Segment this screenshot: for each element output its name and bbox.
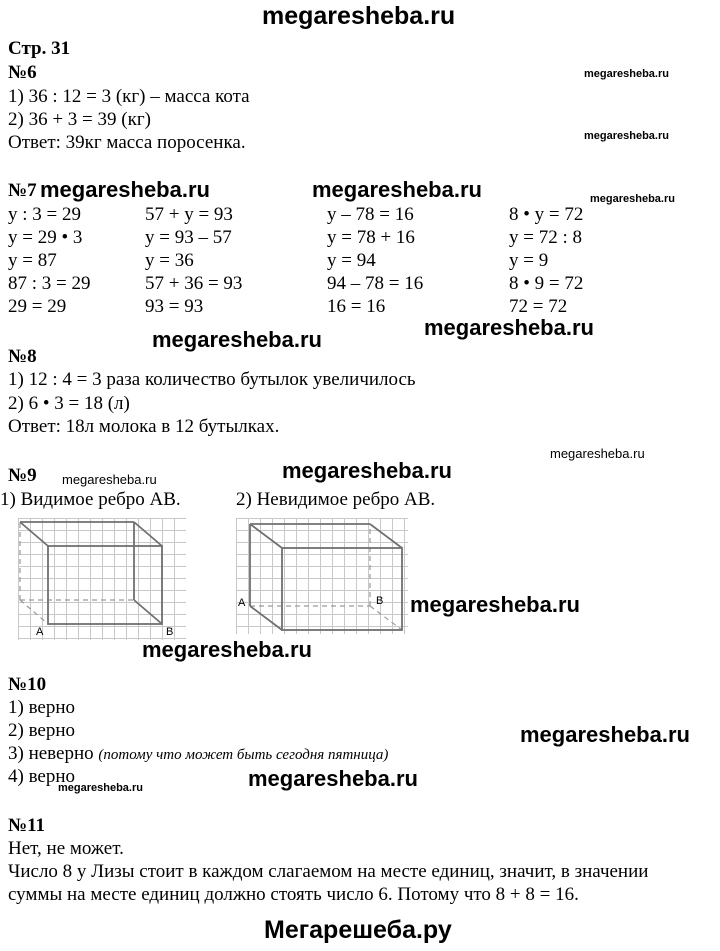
watermark-big: megaresheba.ru xyxy=(410,592,580,617)
task10-item4: 4) верно xyxy=(8,766,76,787)
site-header: megaresheba.ru xyxy=(262,2,456,30)
fig1-label-b: B xyxy=(166,626,174,638)
task7-col2-row1: 57 + у = 93 xyxy=(145,204,233,225)
task9-figure2 xyxy=(236,518,408,634)
task8-line2: 2) 6 • 3 = 18 (л) xyxy=(8,393,130,414)
task7-col4-row1: 8 • у = 72 xyxy=(509,204,584,225)
task9-item1: 1) Видимое ребро АВ. xyxy=(0,489,181,510)
task6-line1: 1) 36 : 12 = 3 (кг) – масса кота xyxy=(8,86,250,107)
task7-col2-row2: у = 93 – 57 xyxy=(145,227,232,248)
watermark-plain: megaresheba.ru xyxy=(62,472,157,487)
task11-title: №11 xyxy=(8,815,46,836)
watermark-big: megaresheba.ru xyxy=(248,766,418,791)
task10-item1: 1) верно xyxy=(8,697,76,718)
task7-col2-row5: 93 = 93 xyxy=(145,296,204,317)
watermark-small: megaresheba.ru xyxy=(584,130,669,142)
task7-col4-row2: у = 72 : 8 xyxy=(509,227,582,248)
task11-line1: Нет, не может. xyxy=(8,838,124,859)
task10-item3-note: (потому что может быть сегодня пятница) xyxy=(98,747,389,763)
task10-item2: 2) верно xyxy=(8,720,76,741)
task9-item2: 2) Невидимое ребро АВ. xyxy=(236,489,436,510)
watermark-big: megaresheba.ru xyxy=(152,327,322,352)
watermark-big: megaresheba.ru xyxy=(520,722,690,747)
watermark-small: megaresheba.ru xyxy=(584,68,669,80)
task10-item3-text: 3) неверно xyxy=(8,743,94,764)
task6-line2: 2) 36 + 3 = 39 (кг) xyxy=(8,109,151,130)
task7-col4-row4: 8 • 9 = 72 xyxy=(509,273,584,294)
watermark-small: megaresheba.ru xyxy=(58,782,143,794)
watermark-big: megaresheba.ru xyxy=(40,177,210,202)
task7-title: №7 xyxy=(8,180,37,201)
task7-col1-row3: у = 87 xyxy=(8,250,57,271)
task9-title: №9 xyxy=(8,465,37,486)
task10-title: №10 xyxy=(8,674,47,695)
task7-col1-row4: 87 : 3 = 29 xyxy=(8,273,91,294)
fig2-label-b: B xyxy=(376,595,384,607)
task7-col3-row3: у = 94 xyxy=(327,250,376,271)
watermark-big: megaresheba.ru xyxy=(424,315,594,340)
task7-col1-row2: у = 29 • 3 xyxy=(8,227,83,248)
page-reference: Стр. 31 xyxy=(8,38,71,59)
task11-line2: Число 8 у Лизы стоит в каждом слагаемом на месте единиц, значит, в значении xyxy=(8,861,649,882)
task8-title: №8 xyxy=(8,346,37,367)
watermark-plain: megaresheba.ru xyxy=(550,446,645,461)
watermark-small: megaresheba.ru xyxy=(590,193,675,205)
task9-figure1 xyxy=(18,518,186,640)
site-footer: Мегарешеба.ру xyxy=(264,916,452,944)
task8-answer: Ответ: 18л молока в 12 бутылках. xyxy=(8,416,280,437)
task7-col4-row3: у = 9 xyxy=(509,250,549,271)
task7-col3-row1: у – 78 = 16 xyxy=(327,204,414,225)
fig2-label-a: A xyxy=(238,597,246,609)
task7-col3-row4: 94 – 78 = 16 xyxy=(327,273,424,294)
task7-col1-row1: у : 3 = 29 xyxy=(8,204,81,225)
task11-line3: суммы на месте единиц должно стоять число 6. Потому что 8 + 8 = 16. xyxy=(8,884,579,905)
task7-col2-row4: 57 + 36 = 93 xyxy=(145,273,243,294)
task7-col1-row5: 29 = 29 xyxy=(8,296,67,317)
task7-col2-row3: у = 36 xyxy=(145,250,194,271)
task10-item3 xyxy=(8,743,388,766)
task7-col4-row5: 72 = 72 xyxy=(509,296,568,317)
watermark-big: megaresheba.ru xyxy=(282,458,452,483)
fig1-label-a: A xyxy=(36,626,44,638)
task8-line1: 1) 12 : 4 = 3 раза количество бутылок увеличилось xyxy=(8,369,416,390)
watermark-big: megaresheba.ru xyxy=(312,177,482,202)
task7-col3-row2: у = 78 + 16 xyxy=(327,227,415,248)
task6-answer: Ответ: 39кг масса поросенка. xyxy=(8,132,246,153)
task7-col3-row5: 16 = 16 xyxy=(327,296,386,317)
watermark-big: megaresheba.ru xyxy=(142,637,312,662)
task6-title: №6 xyxy=(8,62,37,83)
